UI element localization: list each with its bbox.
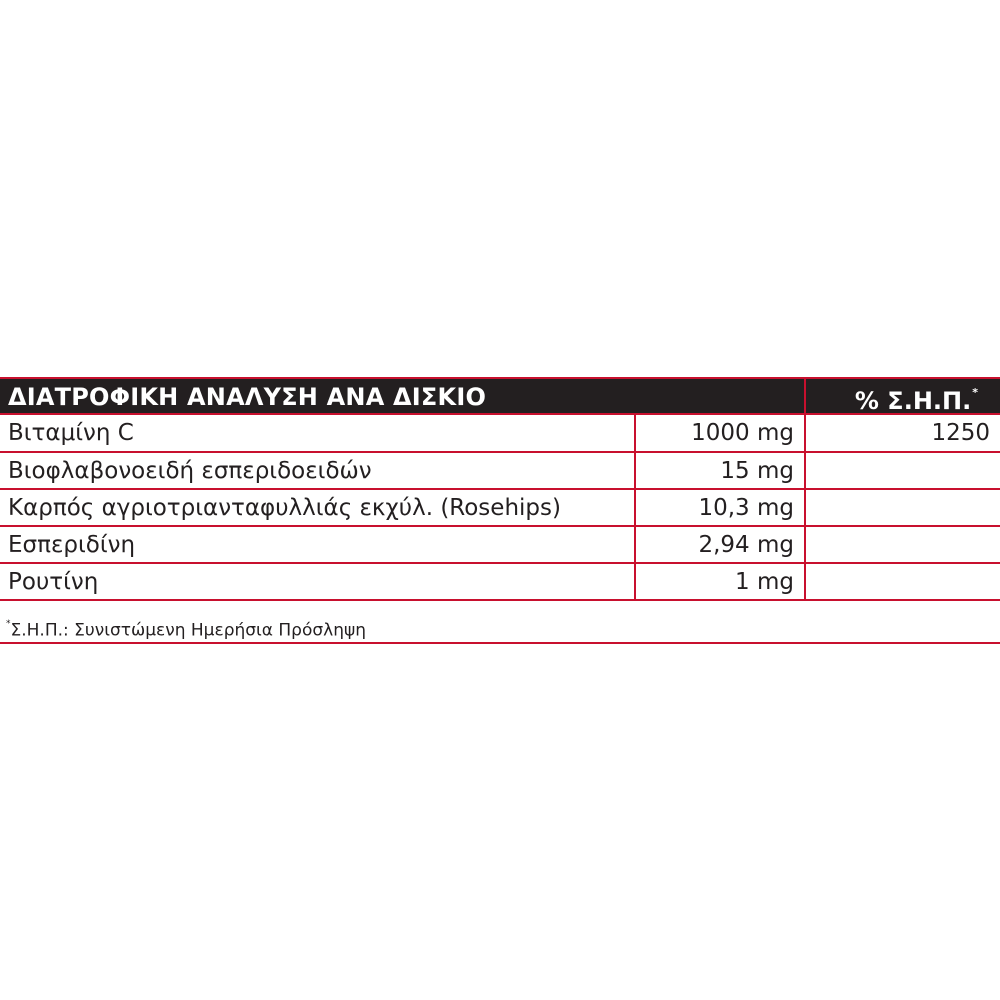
nutrition-table	[0, 415, 1000, 601]
nutrient-rdi	[805, 489, 1000, 526]
header-column-divider	[804, 379, 806, 413]
footnote-text: Σ.Η.Π.: Συνιστώμενη Ημερήσια Πρόσληψη	[10, 620, 366, 641]
table-row	[0, 415, 1000, 452]
nutrient-name: Καρπός αγριοτριανταφυλλιάς εκχύλ. (Rosehips)	[0, 489, 635, 526]
footnote	[6, 615, 366, 643]
rdi-header-marker: *	[972, 386, 978, 399]
nutrient-rdi	[805, 526, 1000, 563]
table-row	[0, 489, 1000, 526]
nutrient-amount: 10,3 mg	[635, 489, 805, 526]
nutrient-name: Εσπεριδίνη	[0, 526, 635, 563]
nutrient-amount: 1 mg	[635, 563, 805, 600]
rdi-column-header	[855, 381, 978, 417]
nutrient-amount: 1000 mg	[635, 415, 805, 452]
table-row	[0, 563, 1000, 600]
nutrient-rdi	[805, 452, 1000, 489]
table-row	[0, 526, 1000, 563]
footnote-marker: *	[6, 619, 11, 629]
nutrient-amount: 2,94 mg	[635, 526, 805, 563]
nutrient-amount: 15 mg	[635, 452, 805, 489]
nutrient-name: Βιοφλαβονοειδή εσπεριδοειδών	[0, 452, 635, 489]
nutrient-rdi: 1250	[805, 415, 1000, 452]
nutrition-panel	[0, 377, 1000, 644]
nutrient-name: Βιταμίνη C	[0, 415, 635, 452]
table-title: ΔΙΑΤΡΟΦΙΚΗ ΑΝΑΛΥΣΗ ΑΝΑ ΔΙΣΚΙΟ	[8, 383, 487, 411]
table-header	[0, 377, 1000, 415]
nutrient-name: Ρουτίνη	[0, 563, 635, 600]
table-row	[0, 452, 1000, 489]
nutrient-rdi	[805, 563, 1000, 600]
rdi-header-label: % Σ.Η.Π.	[854, 387, 972, 415]
